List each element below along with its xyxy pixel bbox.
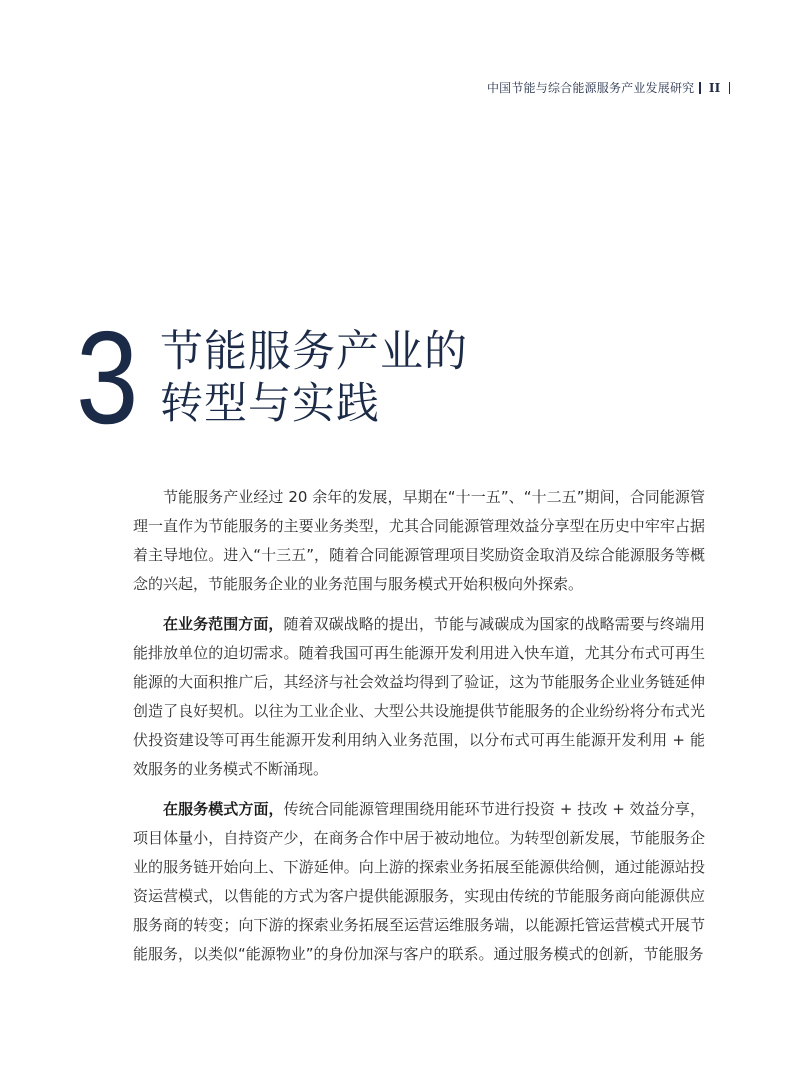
paragraph-intro-text: 节能服务产业经过 20 余年的发展，早期在“十一五”、“十二五”期间，合同能源管理一直作为节能服务的主要业务类型，尤其合同能源管理效益分享型在历史中牢牢占据着主导地位。进入“十三五”，随着合同能源管理项目奖励资金取消及综合能源服务等概念的兴起，节能服务企业的业务范围与服务模式开始积极向外探索。 [133, 488, 705, 593]
paragraph-service-model [133, 795, 705, 969]
chapter-heading [76, 304, 468, 451]
body-text [133, 483, 705, 980]
header-separator-left [699, 82, 701, 94]
running-title: 中国节能与综合能源服务产业发展研究 [486, 81, 695, 95]
paragraph-service-model-lead: 在服务模式方面， [163, 800, 284, 818]
chapter-title-line-2: 转型与实践 [160, 379, 380, 429]
chapter-title [160, 326, 468, 430]
page-number: II [708, 80, 721, 95]
chapter-number: 3 [76, 304, 139, 451]
chapter-title-line-1: 节能服务产业的 [160, 327, 468, 377]
paragraph-intro [133, 483, 705, 599]
header-separator-right [729, 82, 731, 94]
paragraph-business-scope [133, 610, 705, 784]
paragraph-business-scope-text: 随着双碳战略的提出，节能与减碳成为国家的战略需要与终端用能排放单位的迫切需求。随着我国可再生能源开发利用进入快车道，尤其分布式可再生能源的大面积推广后，其经济与社会效益均得到了验证，这为节能服务企业业务链延伸创造了良好契机。以往为工业企业、大型公共设施提供节能服务的企业纷纷将分布式光伏投资建设等可再生能源开发利用纳入业务范围，以分布式可再生能源开发利用 + 能效服务的业务模式不断涌现。 [133, 615, 705, 778]
paragraph-business-scope-lead: 在业务范围方面， [163, 615, 284, 633]
running-header [487, 79, 735, 96]
paragraph-service-model-text: 传统合同能源管理围绕用能环节进行投资 + 技改 + 效益分享，项目体量小，自持资产少，在商务合作中居于被动地位。为转型创新发展，节能服务企业的服务链开始向上、下游延伸。向上游的探索业务拓展至能源供给侧，通过能源站投资运营模式，以售能的方式为客户提供能源服务，实现由传统的节能服务商向能源供应服务商的转变；向下游的探索业务拓展至运营运维服务端，以能源托管运营模式开展节能服务，以类似“能源物业”的身份加深与客户的联系。通过服务模式的创新，节能服务 [133, 800, 705, 963]
